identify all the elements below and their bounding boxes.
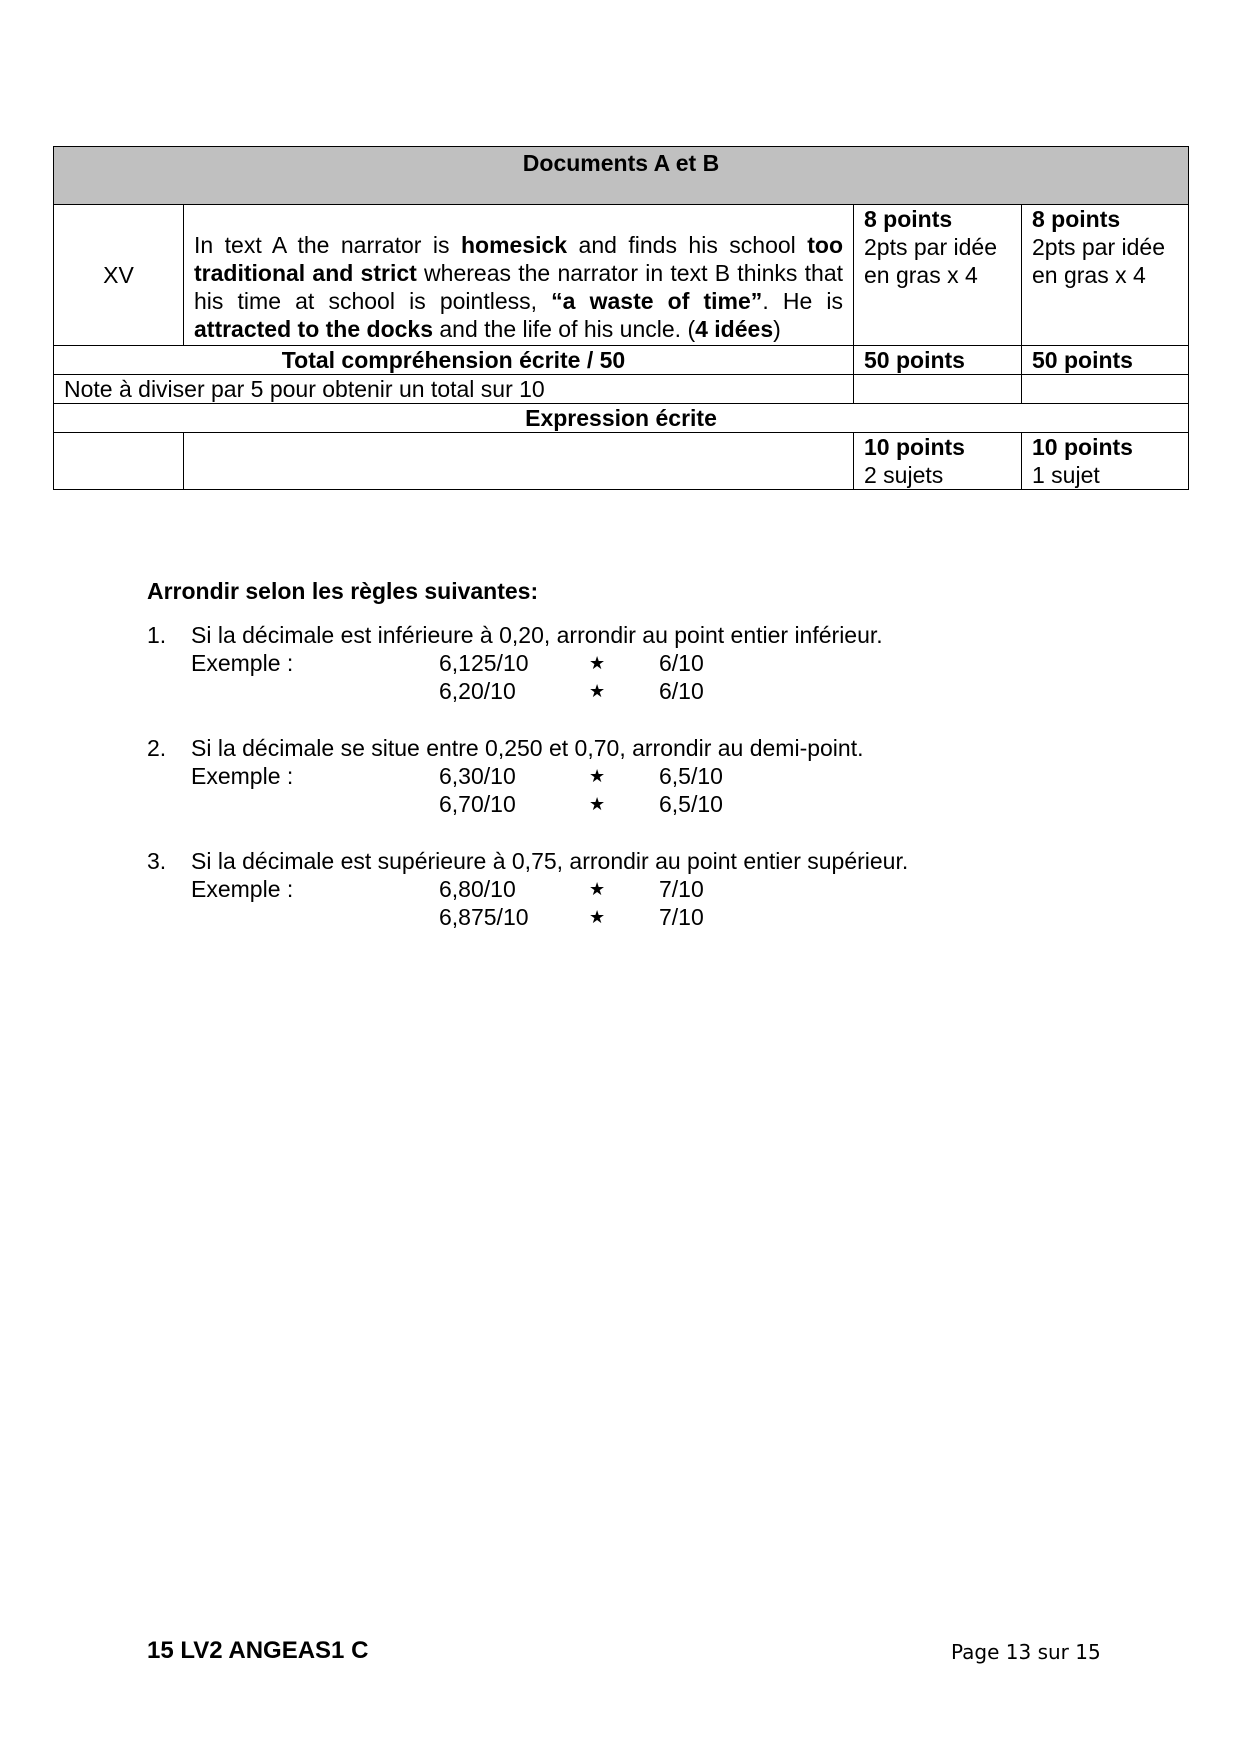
points-detail: 1 sujet	[1032, 462, 1100, 488]
example-from: 6,70/10	[439, 791, 516, 817]
total-label: Total compréhension écrite / 50	[54, 346, 854, 375]
points-col3	[854, 205, 1022, 346]
star-icon: ★	[589, 681, 606, 701]
points-value: 10 points	[864, 434, 965, 460]
empty-cell	[184, 433, 854, 490]
rules-title: Arrondir selon les règles suivantes:	[147, 578, 539, 604]
answer-text-segment: and finds his school	[567, 232, 808, 258]
star-icon: ★	[589, 879, 606, 899]
example-label	[147, 677, 439, 705]
expression-col3	[854, 433, 1022, 490]
rule-number: 2.	[147, 735, 167, 761]
answer-text-segment: In text A the narrator is	[194, 232, 461, 258]
example-to: 6/10	[659, 650, 704, 676]
example-to: 7/10	[659, 904, 704, 930]
example-to: 6,5/10	[659, 791, 723, 817]
rule-text: Si la décimale se situe entre 0,250 et 0,70, arrondir au demi-point.	[191, 735, 864, 761]
points-col4	[1022, 205, 1189, 346]
points-value: 8 points	[864, 206, 953, 232]
rule-number: 3.	[147, 848, 167, 874]
empty-cell	[854, 375, 1022, 404]
footer-code: 15 LV2 ANGEAS1 C	[147, 1637, 369, 1664]
example-label	[147, 790, 439, 818]
answer-key-idea: too traditional and strict	[194, 232, 844, 286]
empty-cell	[54, 433, 184, 490]
example-to: 6/10	[659, 678, 704, 704]
expression-label: Expression écrite	[54, 404, 1189, 433]
rule-item	[147, 847, 1047, 931]
answer-text-segment: . He is	[762, 288, 843, 314]
rule-list	[147, 621, 1047, 931]
points-detail: 2pts par idée en gras x 4	[1032, 234, 1165, 288]
answer-key-idea: “a waste of time”	[551, 288, 763, 314]
rule-item	[147, 621, 1047, 705]
example-label: Exemple :	[191, 876, 294, 902]
answer-text-segment: whereas the narrator in text B thinks that his time at school is pointless,	[194, 260, 843, 314]
total-col3: 50 points	[854, 346, 1022, 375]
star-icon: ★	[589, 794, 606, 814]
answer-key-idea: 4 idées	[695, 316, 774, 342]
example-to: 6,5/10	[659, 763, 723, 789]
total-col4: 50 points	[1022, 346, 1189, 375]
rounding-rules	[147, 577, 1047, 960]
example-row	[147, 790, 1047, 818]
example-from: 6,30/10	[439, 763, 516, 789]
example-from: 6,20/10	[439, 678, 516, 704]
example-from: 6,875/10	[439, 904, 529, 930]
example-to: 7/10	[659, 876, 704, 902]
star-icon: ★	[589, 766, 606, 786]
table-header: Documents A et B	[54, 147, 1189, 205]
answer-text-segment: and the life of his uncle. (	[433, 316, 696, 342]
rule-text: Si la décimale est supérieure à 0,75, arrondir au point entier supérieur.	[191, 848, 909, 874]
page-number: Page 13 sur 15	[951, 1640, 1101, 1664]
empty-cell	[1022, 375, 1189, 404]
example-label	[147, 903, 439, 931]
points-value: 8 points	[1032, 206, 1121, 232]
example-row	[147, 875, 1047, 903]
rule-text: Si la décimale est inférieure à 0,20, arrondir au point entier inférieur.	[191, 622, 883, 648]
example-label: Exemple :	[191, 763, 294, 789]
points-detail: 2 sujets	[864, 462, 944, 488]
expression-col4	[1022, 433, 1189, 490]
grading-table	[53, 146, 1189, 490]
note-row: Note à diviser par 5 pour obtenir un total sur 10	[54, 375, 854, 404]
question-number: XV	[54, 205, 184, 346]
points-value: 10 points	[1032, 434, 1133, 460]
star-icon: ★	[589, 653, 606, 673]
answer-key-idea: homesick	[460, 232, 568, 258]
example-from: 6,80/10	[439, 876, 516, 902]
example-row	[147, 762, 1047, 790]
example-row	[147, 903, 1047, 931]
answer-key-idea: attracted to the docks	[194, 316, 433, 342]
example-from: 6,125/10	[439, 650, 529, 676]
rule-item	[147, 734, 1047, 818]
example-label: Exemple :	[191, 650, 294, 676]
rule-number: 1.	[147, 622, 167, 648]
answer-text	[184, 205, 854, 346]
star-icon: ★	[589, 907, 606, 927]
answer-text-segment: )	[773, 316, 781, 342]
example-row	[147, 649, 1047, 677]
example-row	[147, 677, 1047, 705]
points-detail: 2pts par idée en gras x 4	[864, 234, 997, 288]
